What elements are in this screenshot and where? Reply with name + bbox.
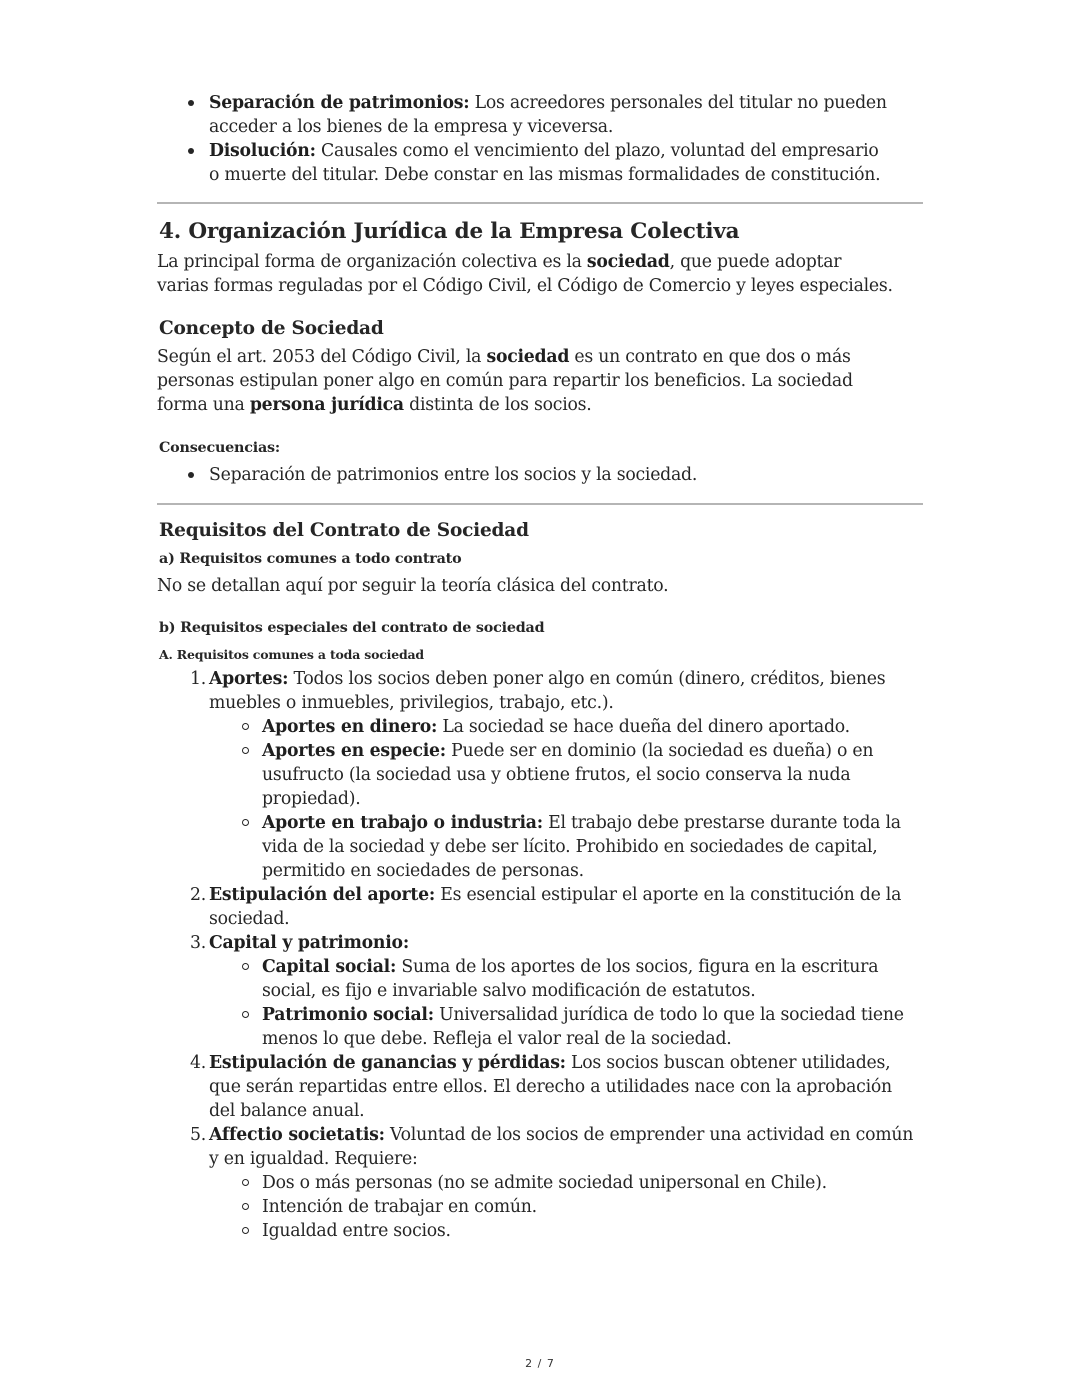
subheading-A: A. Requisitos comunes a toda sociedad <box>159 647 424 662</box>
term: Aportes en dinero: <box>262 717 438 737</box>
sub-list <box>209 1171 917 1243</box>
text: es un contrato en que dos o más personas estipulan poner algo en común para repartir los beneficios. La sociedad forma una <box>157 347 853 415</box>
item-text: Los socios buscan obtener utilidades, que serán repartidas entre ellos. El derecho a utilidades nace con la aprobación del balance anual. <box>209 1053 892 1121</box>
item-number: 2. <box>190 885 206 905</box>
concepto-paragraph <box>157 345 897 417</box>
item-number: 3. <box>190 933 206 953</box>
sub-list-item <box>209 739 917 811</box>
item-text: El trabajo debe prestarse durante toda la vida de la sociedad y debe ser lícito. Prohibido en sociedades de capital, permitido en sociedades de personas. <box>262 813 901 881</box>
term: Aportes: <box>209 669 289 689</box>
consecuencias-heading: Consecuencias: <box>159 440 280 456</box>
section-intro <box>157 250 897 298</box>
list-item <box>157 1123 917 1243</box>
sub-list-item <box>209 811 917 883</box>
consecuencias-list <box>157 463 923 487</box>
list-item <box>157 883 917 931</box>
item-text: Puede ser en dominio (la sociedad es dueña) o en usufructo (la sociedad usa y obtiene frutos, el socio conserva la nuda propiedad). <box>262 741 874 809</box>
term: Estipulación de ganancias y pérdidas: <box>209 1053 566 1073</box>
term: Disolución: <box>209 141 316 161</box>
sub-list <box>209 955 917 1051</box>
list-item <box>157 1051 917 1123</box>
term: Capital social: <box>262 957 397 977</box>
item-number: 4. <box>190 1053 206 1073</box>
text: Según el art. 2053 del Código Civil, la <box>157 347 487 367</box>
text: La principal forma de organización colectiva es la <box>157 252 587 272</box>
text: , que puede adoptar varias formas reguladas por el Código Civil, el Código de Comercio y leyes especiales. <box>157 252 893 296</box>
item-text: Causales como el vencimiento del plazo, voluntad del empresario o muerte del titular. Debe constar en las mismas formalidades de constitución. <box>209 141 881 185</box>
item-text: La sociedad se hace dueña del dinero aportado. <box>437 717 850 737</box>
text: distinta de los socios. <box>403 395 592 415</box>
bold-text: sociedad <box>486 347 570 367</box>
subheading-a: a) Requisitos comunes a todo contrato <box>159 551 462 567</box>
requisitos-list <box>157 667 917 1243</box>
item-text: Los acreedores personales del titular no pueden acceder a los bienes de la empresa y viceversa. <box>209 93 887 137</box>
list-item <box>157 931 917 1051</box>
list-item <box>157 91 887 139</box>
empresa-individual-list <box>157 91 887 187</box>
term: Affectio societatis: <box>209 1125 385 1145</box>
divider <box>157 503 923 505</box>
bold-text: sociedad <box>586 252 670 272</box>
item-number: 5. <box>190 1125 206 1145</box>
item-text: Voluntad de los socios de emprender una actividad en común y en igualdad. Requiere: <box>209 1125 914 1169</box>
sub-list <box>209 715 917 883</box>
term: Capital y patrimonio: <box>209 933 409 953</box>
subheading-a-text: No se detallan aquí por seguir la teoría clásica del contrato. <box>157 576 669 596</box>
term: Aporte en trabajo o industria: <box>262 813 543 833</box>
item-text: Suma de los aportes de los socios, figura en la escritura social, es fijo e invariable salvo modificación de estatutos. <box>262 957 879 1001</box>
list-item: Separación de patrimonios entre los socios y la sociedad. <box>157 463 923 487</box>
sub-list-item: Igualdad entre socios. <box>209 1219 917 1243</box>
list-item <box>157 139 887 187</box>
sub-list-item: Dos o más personas (no se admite sociedad unipersonal en Chile). <box>209 1171 917 1195</box>
page-number: 2 / 7 <box>525 1357 555 1370</box>
sub-list-item <box>209 1003 917 1051</box>
sub-list-item: Intención de trabajar en común. <box>209 1195 917 1219</box>
requisitos-heading: Requisitos del Contrato de Sociedad <box>159 520 529 541</box>
term: Patrimonio social: <box>262 1005 434 1025</box>
section-heading: 4. Organización Jurídica de la Empresa Colectiva <box>159 219 740 244</box>
item-text: Todos los socios deben poner algo en común (dinero, créditos, bienes muebles o inmuebles, privilegios, trabajo, etc.). <box>209 669 886 713</box>
item-text: Es esencial estipular el aporte en la constitución de la sociedad. <box>209 885 902 929</box>
sub-list-item <box>209 955 917 1003</box>
sub-list-item <box>209 715 917 739</box>
bold-text: persona jurídica <box>249 395 404 415</box>
concepto-heading: Concepto de Sociedad <box>159 318 384 339</box>
item-number: 1. <box>190 669 206 689</box>
list-item <box>157 667 917 883</box>
subheading-b: b) Requisitos especiales del contrato de sociedad <box>159 620 545 636</box>
term: Separación de patrimonios: <box>209 93 470 113</box>
term: Aportes en especie: <box>262 741 446 761</box>
item-text: Universalidad jurídica de todo lo que la sociedad tiene menos lo que debe. Refleja el valor real de la sociedad. <box>262 1005 904 1049</box>
divider <box>157 202 923 204</box>
term: Estipulación del aporte: <box>209 885 435 905</box>
